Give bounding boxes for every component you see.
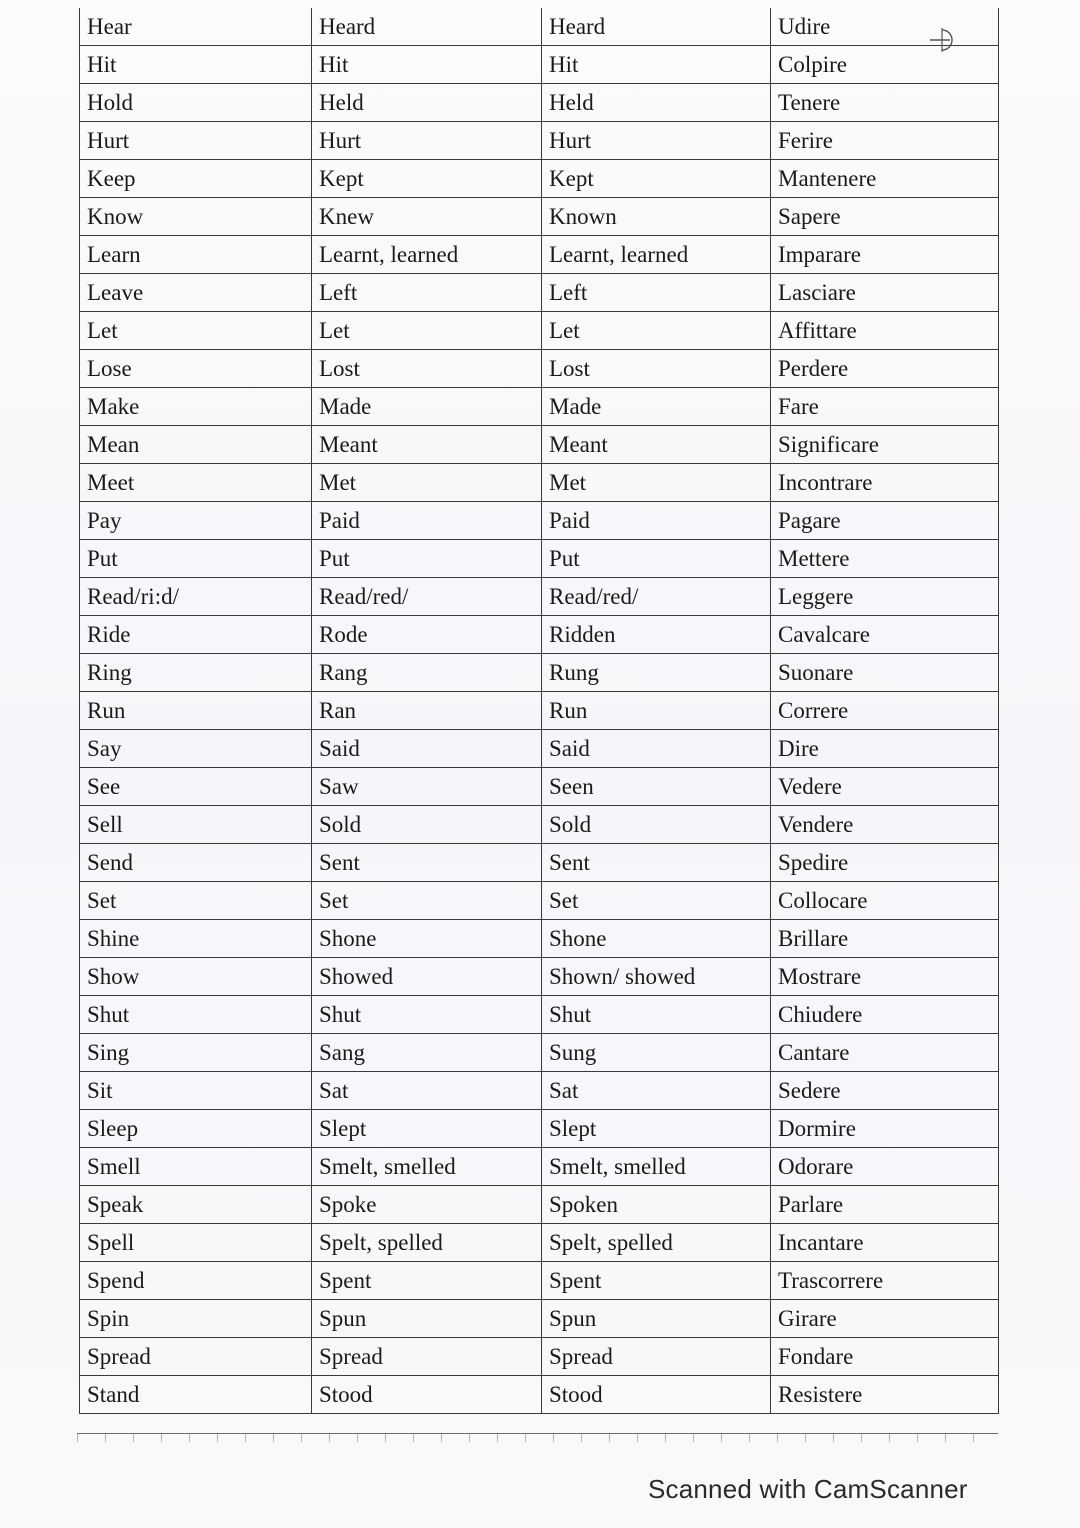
base-form-cell: Know <box>80 198 312 236</box>
past-simple-cell: Shone <box>312 920 542 958</box>
italian-translation-cell: Ferire <box>771 122 999 160</box>
past-participle-cell: Read/red/ <box>542 578 771 616</box>
past-participle-cell: Spun <box>542 1300 771 1338</box>
table-row <box>80 1376 999 1414</box>
base-form-cell: Learn <box>80 236 312 274</box>
past-participle-cell: Sung <box>542 1034 771 1072</box>
table-row <box>80 8 999 46</box>
italian-translation-cell: Fare <box>771 388 999 426</box>
italian-translation-cell: Leggere <box>771 578 999 616</box>
table-row <box>80 692 999 730</box>
base-form-cell: Sit <box>80 1072 312 1110</box>
base-form-cell: Make <box>80 388 312 426</box>
past-participle-cell: Learnt, learned <box>542 236 771 274</box>
past-simple-cell: Sent <box>312 844 542 882</box>
past-simple-cell: Rang <box>312 654 542 692</box>
italian-translation-cell: Perdere <box>771 350 999 388</box>
italian-translation-cell: Incantare <box>771 1224 999 1262</box>
base-form-cell: Ride <box>80 616 312 654</box>
past-simple-cell: Sold <box>312 806 542 844</box>
base-form-cell: Shut <box>80 996 312 1034</box>
italian-translation-cell: Suonare <box>771 654 999 692</box>
base-form-cell: Spin <box>80 1300 312 1338</box>
past-participle-cell: Known <box>542 198 771 236</box>
past-participle-cell: Stood <box>542 1376 771 1414</box>
past-participle-cell: Made <box>542 388 771 426</box>
past-simple-cell: Ran <box>312 692 542 730</box>
past-participle-cell: Spread <box>542 1338 771 1376</box>
past-simple-cell: Shut <box>312 996 542 1034</box>
past-participle-cell: Run <box>542 692 771 730</box>
italian-translation-cell: Odorare <box>771 1148 999 1186</box>
italian-translation-cell: Brillare <box>771 920 999 958</box>
table-row <box>80 274 999 312</box>
past-participle-cell: Paid <box>542 502 771 540</box>
italian-translation-cell: Significare <box>771 426 999 464</box>
past-participle-cell: Lost <box>542 350 771 388</box>
table-row <box>80 540 999 578</box>
base-form-cell: Lose <box>80 350 312 388</box>
past-participle-cell: Shut <box>542 996 771 1034</box>
past-participle-cell: Sold <box>542 806 771 844</box>
past-simple-cell: Hurt <box>312 122 542 160</box>
base-form-cell: Spread <box>80 1338 312 1376</box>
past-simple-cell: Hit <box>312 46 542 84</box>
base-form-cell: Hit <box>80 46 312 84</box>
italian-translation-cell: Lasciare <box>771 274 999 312</box>
past-simple-cell: Meant <box>312 426 542 464</box>
table-row <box>80 84 999 122</box>
past-participle-cell: Smelt, smelled <box>542 1148 771 1186</box>
table-row <box>80 160 999 198</box>
table-row <box>80 996 999 1034</box>
past-simple-cell: Let <box>312 312 542 350</box>
past-simple-cell: Kept <box>312 160 542 198</box>
base-form-cell: See <box>80 768 312 806</box>
base-form-cell: Read/ri:d/ <box>80 578 312 616</box>
table-row <box>80 198 999 236</box>
past-simple-cell: Spoke <box>312 1186 542 1224</box>
table-row <box>80 122 999 160</box>
past-participle-cell: Meant <box>542 426 771 464</box>
italian-translation-cell: Mostrare <box>771 958 999 996</box>
table-row <box>80 1186 999 1224</box>
past-participle-cell: Spoken <box>542 1186 771 1224</box>
past-participle-cell: Sat <box>542 1072 771 1110</box>
past-simple-cell: Left <box>312 274 542 312</box>
italian-translation-cell: Collocare <box>771 882 999 920</box>
base-form-cell: Leave <box>80 274 312 312</box>
italian-translation-cell: Parlare <box>771 1186 999 1224</box>
base-form-cell: Put <box>80 540 312 578</box>
italian-translation-cell: Tenere <box>771 84 999 122</box>
table-row <box>80 1110 999 1148</box>
table-row <box>80 1034 999 1072</box>
base-form-cell: Hear <box>80 8 312 46</box>
past-simple-cell: Spelt, spelled <box>312 1224 542 1262</box>
ruler-ticks <box>77 1434 998 1442</box>
base-form-cell: Pay <box>80 502 312 540</box>
italian-translation-cell: Vendere <box>771 806 999 844</box>
past-simple-cell: Sang <box>312 1034 542 1072</box>
base-form-cell: Show <box>80 958 312 996</box>
table-row <box>80 844 999 882</box>
table-row <box>80 1300 999 1338</box>
base-form-cell: Run <box>80 692 312 730</box>
table-row <box>80 1224 999 1262</box>
italian-translation-cell: Cavalcare <box>771 616 999 654</box>
past-participle-cell: Seen <box>542 768 771 806</box>
table-row <box>80 616 999 654</box>
past-participle-cell: Said <box>542 730 771 768</box>
table-row <box>80 768 999 806</box>
past-simple-cell: Said <box>312 730 542 768</box>
base-form-cell: Mean <box>80 426 312 464</box>
table-row <box>80 806 999 844</box>
italian-translation-cell: Resistere <box>771 1376 999 1414</box>
italian-translation-cell: Pagare <box>771 502 999 540</box>
past-simple-cell: Held <box>312 84 542 122</box>
past-participle-cell: Slept <box>542 1110 771 1148</box>
past-simple-cell: Put <box>312 540 542 578</box>
italian-translation-cell: Incontrare <box>771 464 999 502</box>
scanner-watermark: Scanned with CamScanner <box>648 1474 968 1504</box>
base-form-cell: Sell <box>80 806 312 844</box>
past-participle-cell: Left <box>542 274 771 312</box>
table-row <box>80 350 999 388</box>
past-simple-cell: Showed <box>312 958 542 996</box>
past-participle-cell: Ridden <box>542 616 771 654</box>
table-row <box>80 46 999 84</box>
past-participle-cell: Spent <box>542 1262 771 1300</box>
past-participle-cell: Set <box>542 882 771 920</box>
italian-translation-cell: Mantenere <box>771 160 999 198</box>
italian-translation-cell: Chiudere <box>771 996 999 1034</box>
past-participle-cell: Shown/ showed <box>542 958 771 996</box>
italian-translation-cell: Sapere <box>771 198 999 236</box>
past-simple-cell: Read/red/ <box>312 578 542 616</box>
italian-translation-cell: Dire <box>771 730 999 768</box>
past-participle-cell: Met <box>542 464 771 502</box>
base-form-cell: Hold <box>80 84 312 122</box>
past-simple-cell: Saw <box>312 768 542 806</box>
past-participle-cell: Hurt <box>542 122 771 160</box>
past-participle-cell: Heard <box>542 8 771 46</box>
base-form-cell: Hurt <box>80 122 312 160</box>
table-row <box>80 426 999 464</box>
table-row <box>80 882 999 920</box>
base-form-cell: Send <box>80 844 312 882</box>
past-simple-cell: Smelt, smelled <box>312 1148 542 1186</box>
table-row <box>80 1262 999 1300</box>
base-form-cell: Stand <box>80 1376 312 1414</box>
past-simple-cell: Knew <box>312 198 542 236</box>
base-form-cell: Say <box>80 730 312 768</box>
base-form-cell: Speak <box>80 1186 312 1224</box>
past-participle-cell: Rung <box>542 654 771 692</box>
table-row <box>80 1072 999 1110</box>
italian-translation-cell: Udire <box>771 8 999 46</box>
table-row <box>80 312 999 350</box>
past-participle-cell: Hit <box>542 46 771 84</box>
registration-mark-icon <box>928 24 960 56</box>
base-form-cell: Shine <box>80 920 312 958</box>
past-participle-cell: Kept <box>542 160 771 198</box>
past-simple-cell: Slept <box>312 1110 542 1148</box>
italian-translation-cell: Girare <box>771 1300 999 1338</box>
italian-translation-cell: Correre <box>771 692 999 730</box>
past-simple-cell: Paid <box>312 502 542 540</box>
table-row <box>80 654 999 692</box>
base-form-cell: Set <box>80 882 312 920</box>
table-row <box>80 578 999 616</box>
past-simple-cell: Spread <box>312 1338 542 1376</box>
base-form-cell: Keep <box>80 160 312 198</box>
table-row <box>80 464 999 502</box>
table-row <box>80 920 999 958</box>
italian-translation-cell: Vedere <box>771 768 999 806</box>
past-participle-cell: Let <box>542 312 771 350</box>
past-simple-cell: Set <box>312 882 542 920</box>
past-participle-cell: Spelt, spelled <box>542 1224 771 1262</box>
table-row <box>80 1338 999 1376</box>
base-form-cell: Sing <box>80 1034 312 1072</box>
table-row <box>80 502 999 540</box>
table-row <box>80 1148 999 1186</box>
past-simple-cell: Spent <box>312 1262 542 1300</box>
base-form-cell: Sleep <box>80 1110 312 1148</box>
past-simple-cell: Stood <box>312 1376 542 1414</box>
table-row <box>80 388 999 426</box>
table-row <box>80 958 999 996</box>
past-simple-cell: Met <box>312 464 542 502</box>
italian-translation-cell: Sedere <box>771 1072 999 1110</box>
italian-translation-cell: Cantare <box>771 1034 999 1072</box>
base-form-cell: Spell <box>80 1224 312 1262</box>
past-participle-cell: Put <box>542 540 771 578</box>
past-simple-cell: Rode <box>312 616 542 654</box>
base-form-cell: Let <box>80 312 312 350</box>
base-form-cell: Smell <box>80 1148 312 1186</box>
table-row <box>80 236 999 274</box>
past-simple-cell: Spun <box>312 1300 542 1338</box>
italian-translation-cell: Mettere <box>771 540 999 578</box>
base-form-cell: Ring <box>80 654 312 692</box>
italian-translation-cell: Trascorrere <box>771 1262 999 1300</box>
italian-translation-cell: Imparare <box>771 236 999 274</box>
base-form-cell: Meet <box>80 464 312 502</box>
italian-translation-cell: Dormire <box>771 1110 999 1148</box>
past-participle-cell: Sent <box>542 844 771 882</box>
italian-translation-cell: Fondare <box>771 1338 999 1376</box>
italian-translation-cell: Colpire <box>771 46 999 84</box>
past-simple-cell: Heard <box>312 8 542 46</box>
italian-translation-cell: Spedire <box>771 844 999 882</box>
past-participle-cell: Shone <box>542 920 771 958</box>
past-simple-cell: Lost <box>312 350 542 388</box>
past-participle-cell: Held <box>542 84 771 122</box>
irregular-verbs-table <box>79 8 999 1414</box>
base-form-cell: Spend <box>80 1262 312 1300</box>
past-simple-cell: Sat <box>312 1072 542 1110</box>
table-row <box>80 730 999 768</box>
past-simple-cell: Made <box>312 388 542 426</box>
table-body <box>80 8 999 1414</box>
italian-translation-cell: Affittare <box>771 312 999 350</box>
past-simple-cell: Learnt, learned <box>312 236 542 274</box>
